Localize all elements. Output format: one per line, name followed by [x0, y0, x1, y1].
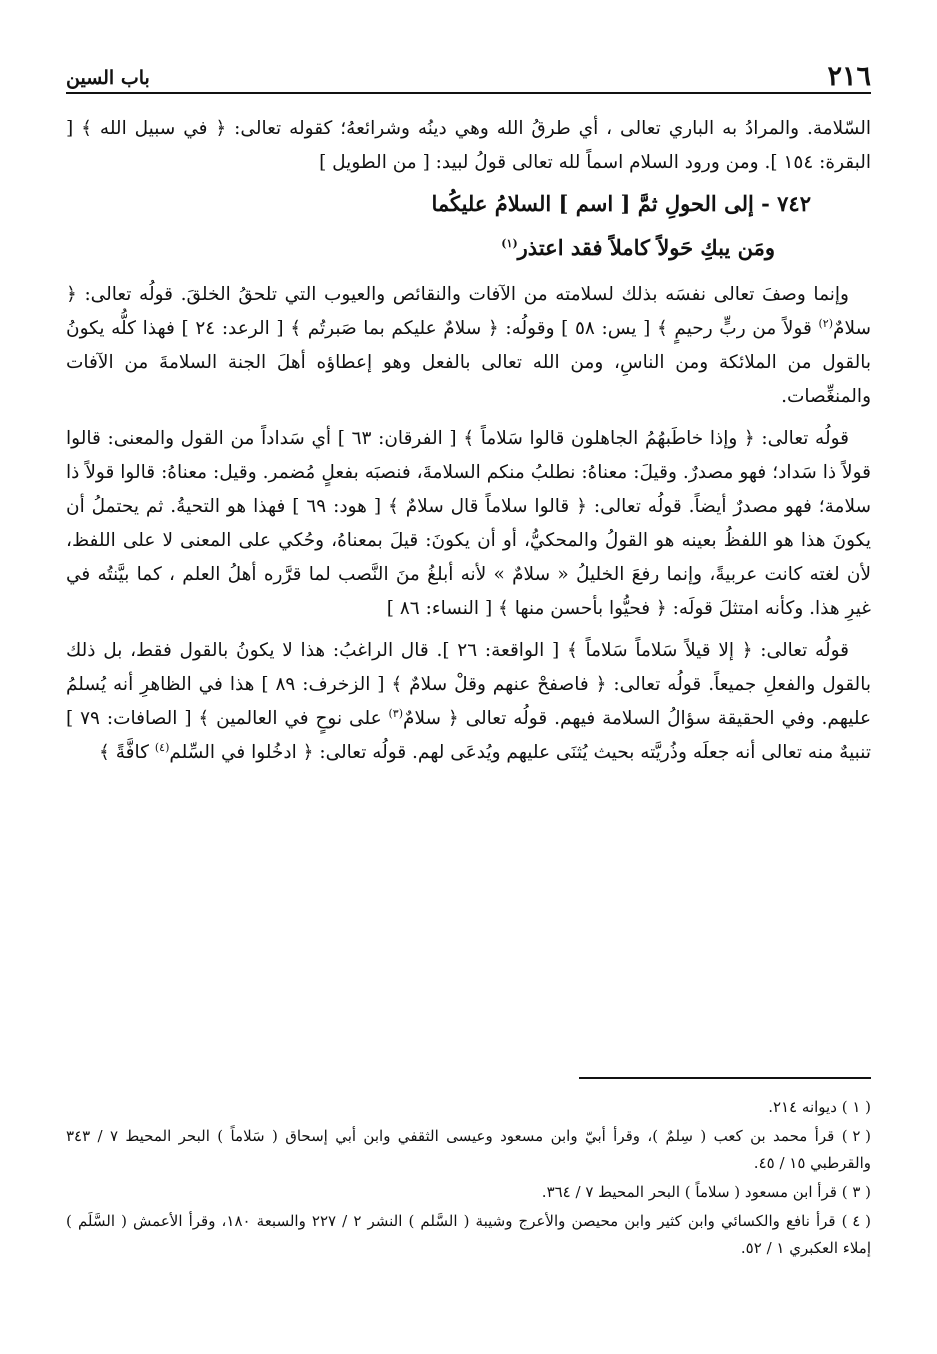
footnote-1: [66, 1094, 871, 1121]
footnote-marker-1[interactable]: (١): [501, 237, 518, 250]
footnote-3: [66, 1179, 871, 1206]
poem-verse-line-2: [66, 226, 871, 270]
footnote-text: ديوانه ٢١٤.: [768, 1098, 837, 1116]
poem-verse-line-1: ٧٤٢ - إلى الحولِ ثمَّ [ اسم ] السلامُ عليكُما: [431, 191, 811, 216]
footnote-text: قرأ محمد بن كعب ( سِلمٌ )، وقرأ أبيّ وابن مسعود وعيسى الثقفي وابن أبي إسحاق ( سَلاماً ) البحر المحيط ٧ / ٣٤٣ والقرطبي ١٥ / ٤٥.: [66, 1127, 871, 1172]
footnote-text: قرأ نافع والكسائي وابن كثير وابن محيصن والأعرج وشيبة ( السَّلم ) النشر ٢ / ٢٢٧ والسبعة ١٨٠، وقرأ الأعمش ( السَّلَم ) إملاء العكبري ١ / ٥٢.: [66, 1212, 871, 1257]
footnote-marker-3[interactable]: (٣): [388, 706, 403, 720]
paragraph-1: السّلامة. والمرادُ به الباري تعالى ، أي طرقُ الله وهي دينُه وشرائعهُ؛ كقوله تعالى: ﴿ في سبيل الله ﴾ [ البقرة: ١٥٤ ]. ومن ورود السلام اسماً لله تعالى قولُ لبيد: [ من الطويل ]: [66, 118, 871, 173]
main-text: [66, 112, 871, 770]
chapter-title: باب السين: [66, 67, 150, 89]
paragraph-2: [66, 278, 871, 414]
footnote-number: ( ٢ ): [841, 1127, 871, 1145]
footnote-divider: [579, 1077, 871, 1079]
footnote-marker-2[interactable]: (٢): [818, 316, 833, 330]
footnotes: [66, 1094, 871, 1264]
footnote-2: [66, 1123, 871, 1177]
footnote-text: قرأ ابن مسعود ( سلاماً ) البحر المحيط ٧ / ٣٦٤.: [541, 1183, 837, 1201]
page-header: [66, 56, 871, 94]
paragraph-2-part-a: وإنما وصفَ تعالى نفسَه بذلك لسلامته من الآفات والنقائص والعيوب التي تلحقُ الخلقَ. قولُه تعالى: ﴿ سلامٌ: [66, 284, 871, 339]
footnote-number: ( ٣ ): [841, 1183, 871, 1201]
footnote-4: [66, 1208, 871, 1262]
paragraph-3: قولُه تعالى: ﴿ وإذا خاطَبهُمُ الجاهلون قالوا سَلاماً ﴾ [ الفرقان: ٦٣ ] أي سَداداً من القول والمعنى: قالوا قولاً ذا سَداد؛ فهو مصدرٌ. وقيلَ: معناهُ: نطلبُ منكم السلامةَ، فنصبَه بفعلٍ مُضمر. وقيل: معناهُ: قالوا قولاً ذا سلامة؛ فهو مصدرٌ أيضاً. قولُه تعالى: ﴿ قالوا سلاماً قال سلامٌ ﴾ [ هود: ٦٩ ] فهذا هو التحيةُ. ثم يحتملُ أن يكونَ هذا هو اللفظُ بعينه هو القولُ والمحكيُّ، أو أن يكونَ: قيلَ بمعناهُ، وحُكي على المعنى لا على اللفظ، لأن لغته كانت عربيةً، وإنما رفعَ الخليلُ « سلامٌ » لأنه أبلغُ منَ النَّصب لما قرَّره أهلُ العلم ، كما بيَّنتُه في غيرِ هذا. وكأنه امتثلَ قولَه: ﴿ فحيُّوا بأحسن منها ﴾ [ النساء: ٨٦ ]: [66, 428, 872, 619]
paragraph-2-part-b: قولاً من ربٍّ رحيمٍ ﴾ [ يس: ٥٨ ] وقولُه: ﴿ سلامٌ عليكم بما صَبرتُم ﴾ [ الرعد: ٢٤ ] فهذا كلُّه يكونُ بالقول من الملائكة ومن الناسِ، ومن الله تعالى بالفعل وهو إعطاؤه أهلَ الجنة السلامةَ من الآفات والمنغِّصات.: [66, 318, 871, 407]
paragraph-4: [66, 634, 871, 770]
page-number: ٢١٦: [827, 61, 871, 92]
paragraph-4-part-c: كافَّةً ﴾: [99, 742, 155, 763]
footnote-number: ( ١ ): [841, 1098, 871, 1116]
verse-text: ومَن يبكِ حَولاً كاملاً فقد اعتذر: [517, 235, 775, 260]
footnote-marker-4[interactable]: (٤): [154, 740, 170, 754]
paragraph-4-part-b: على نوحٍ في العالمين ﴾ [ الصافات: ٧٩ ] تنبيهٌ منه تعالى أنه جعلَه وذُريَّته بحيث يُثنَى عليهم ويُدعَى لهم. قولُه تعالى: ﴿ ادخُلوا في السِّلم: [66, 708, 871, 763]
footnote-number: ( ٤ ): [841, 1212, 871, 1230]
paragraph-4-part-a: قولُه تعالى: ﴿ إلا قيلاً سَلاماً سَلاماً ﴾ [ الواقعة: ٢٦ ]. قال الراغبُ: هذا لا يكونُ بالقول فقط، بل ذلك بالقول والفعلِ جميعاً. قولُه تعالى: ﴿ فاصفحْ عنهم وقلْ سلامٌ ﴾ [ الزخرف: ٨٩ ] هذا في الظاهرِ أنه يُسلمُ عليهم. وفي الحقيقة سؤالُ السلامة فيهم. قولُه تعالى ﴿ سلامٌ: [66, 640, 871, 729]
